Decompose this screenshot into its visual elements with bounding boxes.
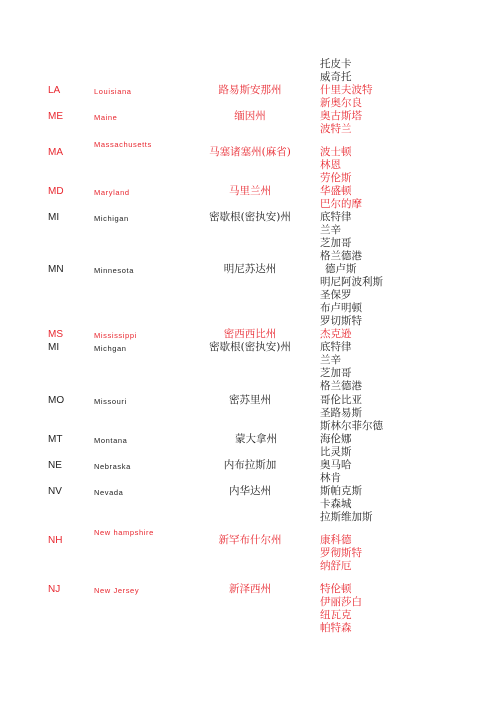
city-cell: 斯帕克斯 xyxy=(320,485,362,497)
city-cell: 纳舒厄 xyxy=(320,560,352,572)
city-cell: 芝加哥 xyxy=(320,367,352,379)
city-cell: 杰克逊 xyxy=(320,328,352,340)
state-abbr: NV xyxy=(48,486,62,497)
city-cell: 芝加哥 xyxy=(320,237,352,249)
state-chinese-name: 密苏里州 xyxy=(229,394,271,406)
city-cell: 斯林尔菲尔德 xyxy=(320,420,383,432)
city-cell: 底特律 xyxy=(320,211,352,223)
city-cell: 格兰德港 xyxy=(320,250,362,262)
state-chinese-name: 蒙大拿州 xyxy=(235,433,277,445)
city-cell: 林恩 xyxy=(320,159,341,171)
state-english-name: Montana xyxy=(94,436,128,445)
state-english-name: Maine xyxy=(94,113,118,122)
state-abbr: ME xyxy=(48,111,63,122)
state-english-name: New Jersey xyxy=(94,586,140,595)
city-cell: 威奇托 xyxy=(320,71,352,83)
state-chinese-name: 新泽西州 xyxy=(229,583,271,595)
state-abbr: MO xyxy=(48,395,65,406)
city-cell: 华盛顿 xyxy=(320,185,352,197)
city-cell: 伊丽莎白 xyxy=(320,596,362,608)
city-cell: 特伦顿 xyxy=(320,583,352,595)
city-cell: 罗彻斯特 xyxy=(320,547,362,559)
state-chinese-name: 路易斯安那州 xyxy=(218,84,282,96)
state-abbr: MA xyxy=(48,147,63,158)
city-cell: 圣保罗 xyxy=(320,289,352,301)
state-english-name: Missouri xyxy=(94,397,127,406)
city-cell: 波士顿 xyxy=(320,146,352,158)
state-abbr: MT xyxy=(48,434,63,445)
city-cell: 什里夫波特 xyxy=(320,84,373,96)
state-english-name: Minnesota xyxy=(94,266,135,275)
state-abbr: MI xyxy=(48,342,60,353)
city-cell: 德卢斯 xyxy=(325,263,357,275)
state-english-name: Nevada xyxy=(94,488,124,497)
city-cell: 巴尔的摩 xyxy=(320,198,362,210)
state-english-name: Michigan xyxy=(94,214,129,223)
city-cell: 波特兰 xyxy=(320,123,352,135)
city-cell: 明尼阿波利斯 xyxy=(320,276,383,288)
state-abbr: MN xyxy=(48,264,64,275)
city-cell: 比灵斯 xyxy=(320,446,352,458)
city-cell: 兰辛 xyxy=(320,224,341,236)
state-english-name: Nebraska xyxy=(94,462,131,471)
state-abbr: MI xyxy=(48,212,60,223)
city-cell: 格兰德港 xyxy=(320,380,362,392)
city-cell: 林肯 xyxy=(320,472,341,484)
state-chinese-name: 内布拉斯加 xyxy=(223,459,277,471)
state-chinese-name: 缅因州 xyxy=(234,110,266,122)
state-chinese-name: 内华达州 xyxy=(229,485,271,497)
city-cell: 托皮卡 xyxy=(320,58,352,70)
city-cell: 兰辛 xyxy=(320,354,341,366)
city-cell: 哥伦比亚 xyxy=(320,394,362,406)
city-cell: 海伦娜 xyxy=(320,433,352,445)
state-chinese-name: 密西西比州 xyxy=(223,328,277,340)
state-english-name: Mississippi xyxy=(94,331,137,340)
state-abbr: NE xyxy=(48,460,62,471)
state-chinese-name: 明尼苏达州 xyxy=(223,263,277,275)
state-chinese-name: 密歇根(密执安)州 xyxy=(209,341,291,353)
city-cell: 拉斯维加斯 xyxy=(320,511,373,523)
city-cell: 纽瓦克 xyxy=(320,609,352,621)
state-english-name: Massachusetts xyxy=(94,140,152,149)
state-chinese-name: 新罕布什尔州 xyxy=(218,534,282,546)
state-abbr: MD xyxy=(48,186,64,197)
state-english-name: Maryland xyxy=(94,188,130,197)
state-abbr: NH xyxy=(48,535,63,546)
city-cell: 布卢明顿 xyxy=(320,302,362,314)
city-cell: 奥古斯塔 xyxy=(320,110,362,122)
city-cell: 奥马哈 xyxy=(320,459,352,471)
city-cell: 康科德 xyxy=(320,534,352,546)
state-english-name: Michgan xyxy=(94,344,127,353)
state-english-name: New hampshire xyxy=(94,528,154,537)
state-english-name: Louisiana xyxy=(94,87,132,96)
city-cell: 罗切斯特 xyxy=(320,315,362,327)
state-chinese-name: 马里兰州 xyxy=(229,185,271,197)
city-cell: 新奥尔良 xyxy=(320,97,362,109)
state-chinese-name: 密歇根(密执安)州 xyxy=(209,211,291,223)
city-cell: 卡森城 xyxy=(320,498,352,510)
state-chinese-name: 马塞诸塞州(麻省) xyxy=(209,146,291,158)
state-abbr: MS xyxy=(48,329,63,340)
city-cell: 劳伦斯 xyxy=(320,172,352,184)
state-abbr: LA xyxy=(48,85,61,96)
city-cell: 帕特森 xyxy=(320,622,352,634)
state-abbr: NJ xyxy=(48,584,61,595)
city-cell: 圣路易斯 xyxy=(320,407,362,419)
city-cell: 底特律 xyxy=(320,341,352,353)
